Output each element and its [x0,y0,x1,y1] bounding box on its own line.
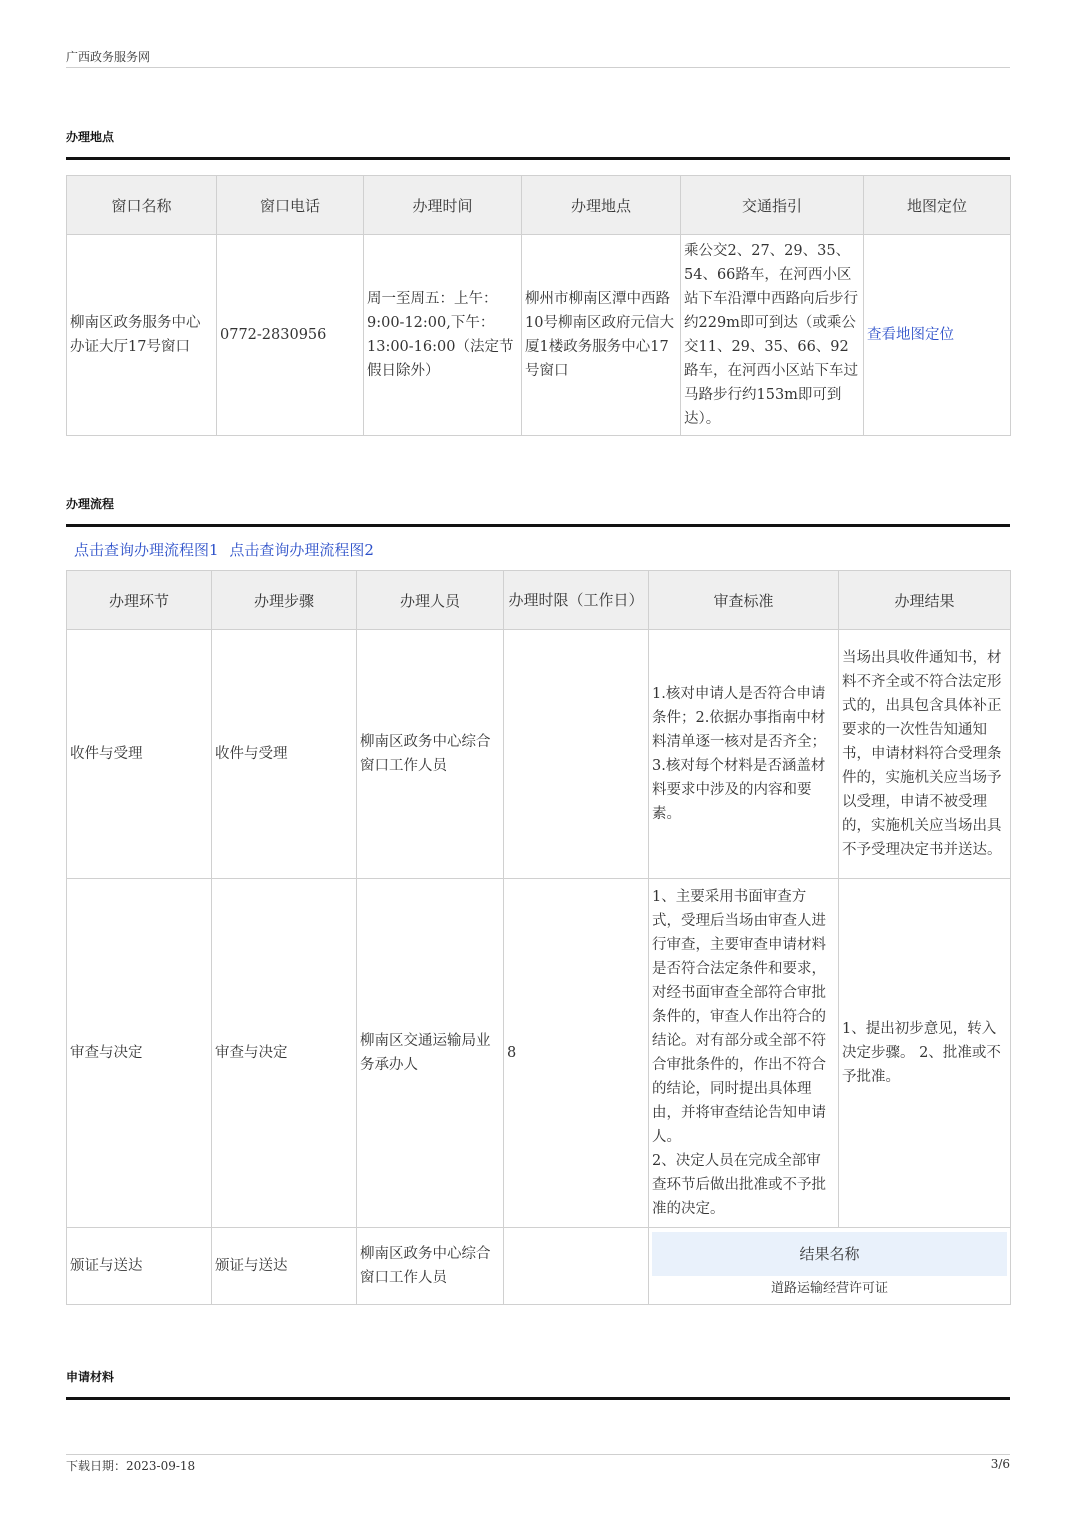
location-table-header [67,176,1011,235]
standard-cell [649,879,839,1228]
flowchart-link-1[interactable]: 点击查询办理流程图1 [74,541,219,559]
standard-cell: 1.核对申请人是否符合申请条件；2.依据办事指南中材料清单逐一核对是否齐全；3.核对每个材料是否涵盖材料要求中涉及的内容和要素。 [649,630,839,879]
col-traffic: 交通指引 [681,176,864,235]
table-row [67,1228,1011,1305]
col-map: 地图定位 [864,176,1011,235]
map-location-link[interactable]: 查看地图定位 [867,327,954,343]
page-number: 3/6 [990,1457,1010,1471]
staff-cell: 柳南区政务中心综合窗口工作人员 [357,630,504,879]
col-standard: 审查标准 [649,571,839,630]
address-cell: 柳州市柳南区潭中西路10号柳南区政府元信大厦1楼政务服务中心17号窗口 [522,235,681,436]
step-cell: 收件与受理 [212,630,357,879]
table-row [67,879,1011,1228]
stage-cell: 颁证与送达 [67,1228,212,1305]
col-step: 办理步骤 [212,571,357,630]
map-cell [864,235,1011,436]
download-date: 下载日期：2023-09-18 [66,1459,196,1473]
location-table [66,175,1011,436]
stage-cell: 审查与决定 [67,879,212,1228]
table-row [67,630,1011,879]
col-window-phone: 窗口电话 [217,176,364,235]
process-section [66,495,1010,1305]
materials-section [66,1368,1010,1400]
result-name-value: 道路运输经营许可证 [770,1281,888,1296]
staff-cell: 柳南区政务中心综合窗口工作人员 [357,1228,504,1305]
time-limit-cell [504,1228,649,1305]
stage-cell: 收件与受理 [67,630,212,879]
page-footer [66,1454,1010,1474]
col-staff: 办理人员 [357,571,504,630]
time-limit-cell: 8 [504,879,649,1228]
hours-cell: 周一至周五：上午：9:00-12:00,下午：13:00-16:00（法定节假日除外） [364,235,522,436]
window-name-cell: 柳南区政务服务中心办证大厅17号窗口 [67,235,217,436]
phone-cell: 0772-2830956 [217,235,364,436]
col-result: 办理结果 [839,571,1011,630]
result-name-cell [649,1228,1011,1305]
standard-part-1: 1、主要采用书面审查方式，受理后当场由审查人进行审查，主要审查申请材料是否符合法定条件和要求，对经书面审查全部符合审批条件的，审查人作出符合的结论。对有部分或全部不符合审批条件的，作出不符合的结论，同时提出具体理由，并将审查结论告知申请人。 [652,889,826,1145]
flowchart-links [74,539,1010,560]
materials-section-title: 申请材料 [66,1368,1010,1400]
result-name-header: 结果名称 [652,1232,1007,1276]
process-section-title: 办理流程 [66,495,1010,527]
col-window-name: 窗口名称 [67,176,217,235]
traffic-cell: 乘公交2、27、29、35、54、66路车，在河西小区站下车沿潭中西路向后步行约229m即可到达（或乘公交11、29、35、66、92路车，在河西小区站下车过马路步行约153m即可到达）。 [681,235,864,436]
col-stage: 办理环节 [67,571,212,630]
standard-part-2: 2、决定人员在完成全部审查环节后做出批准或不予批准的决定。 [652,1153,826,1217]
location-section [66,128,1010,436]
table-row [67,235,1011,436]
page-header [66,48,1010,68]
time-limit-cell [504,630,649,879]
process-table [66,570,1011,1305]
col-time-limit: 办理时限（工作日） [504,571,649,630]
location-section-title: 办理地点 [66,128,1010,160]
step-cell: 颁证与送达 [212,1228,357,1305]
staff-cell: 柳南区交通运输局业务承办人 [357,879,504,1228]
result-cell: 当场出具收件通知书，材料不齐全或不符合法定形式的，出具包含具体补正要求的一次性告知通知书，申请材料符合受理条件的，实施机关应当场予以受理，申请不被受理的，实施机关应当场出具不予受理决定书并送达。 [839,630,1011,879]
flowchart-link-2[interactable]: 点击查询办理流程图2 [229,541,374,559]
process-table-header [67,571,1011,630]
col-hours: 办理时间 [364,176,522,235]
step-cell: 审查与决定 [212,879,357,1228]
site-name: 广西政务服务网 [66,50,151,64]
result-cell: 1、提出初步意见，转入决定步骤。 2、批准或不予批准。 [839,879,1011,1228]
col-address: 办理地点 [522,176,681,235]
